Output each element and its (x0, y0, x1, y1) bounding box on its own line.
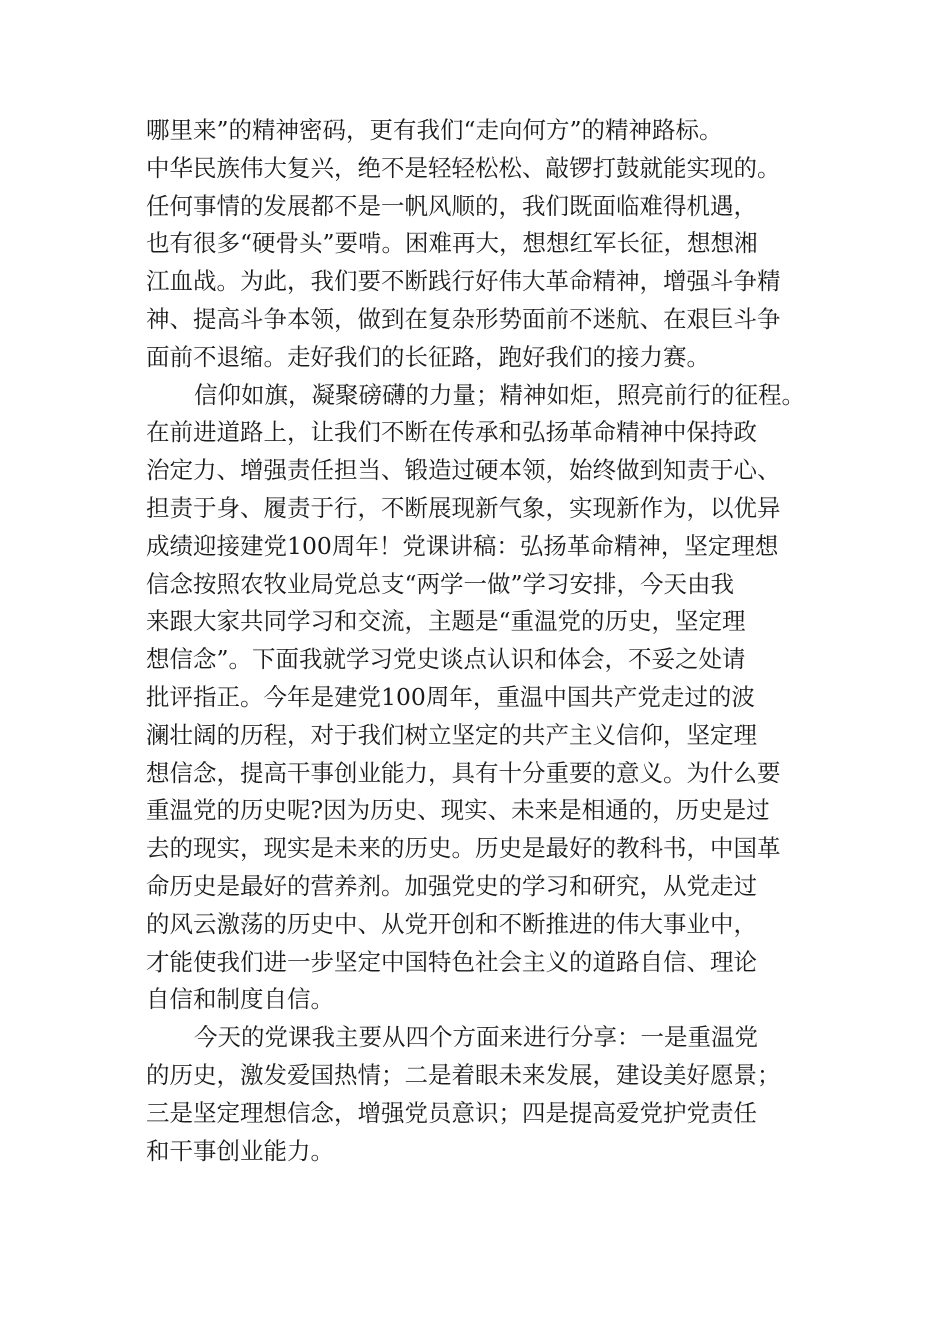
text-line: 自信和制度自信。 (146, 985, 334, 1014)
text-line: 澜壮阔的历程，对于我们树立坚定的共产主义信仰，坚定理 (146, 720, 757, 749)
text-line: 成绩迎接建党100周年！党课讲稿：弘扬革命精神，坚定理想 (146, 531, 779, 560)
text-line: 哪里来”的精神密码，更有我们“走向何方”的精神路标。 (146, 116, 723, 144)
text-line: 治定力、增强责任担当、锻造过硬本领，始终做到知责于心、 (146, 456, 781, 485)
text-line: 也有很多“硬骨头”要啃。困难再大，想想红军长征，想想湘 (146, 229, 758, 258)
text-line: 命历史是最好的营养剂。加强党史的学习和研究，从党走过 (146, 871, 757, 900)
text-line: 批评指正。今年是建党100周年，重温中国共产党走过的波 (146, 682, 755, 711)
text-line: 来跟大家共同学习和交流，主题是“重温党的历史，坚定理 (146, 607, 746, 636)
text-line: 和干事创业能力。 (146, 1136, 334, 1165)
text-line: 想信念”。下面我就学习党史谈点认识和体会，不妥之处请 (146, 645, 746, 674)
text-line: 担责于身、履责于行，不断展现新气象，实现新作为，以优异 (146, 493, 781, 522)
text-line: 信仰如旗，凝聚磅礴的力量；精神如炬，照亮前行的征程。 (194, 380, 805, 409)
text-line: 任何事情的发展都不是一帆风顺的，我们既面临难得机遇， (146, 191, 757, 220)
text-line: 三是坚定理想信念，增强党员意识；四是提高爱党护党责任 (146, 1098, 757, 1127)
text-line: 中华民族伟大复兴，绝不是轻轻松松、敲锣打鼓就能实现的。 (146, 153, 781, 182)
text-line: 在前进道路上，让我们不断在传承和弘扬革命精神中保持政 (146, 418, 757, 447)
text-line: 神、提高斗争本领，做到在复杂形势面前不迷航、在艰巨斗争 (146, 304, 781, 333)
document-body (146, 112, 826, 1170)
paragraph-2 (146, 377, 826, 1020)
text-line: 江血战。为此，我们要不断践行好伟大革命精神，增强斗争精 (146, 267, 781, 296)
paragraph-3 (146, 1019, 826, 1170)
text-line: 的风云激荡的历史中、从党开创和不断推进的伟大事业中， (146, 909, 757, 938)
text-line: 去的现实，现实是未来的历史。历史是最好的教科书，中国革 (146, 834, 781, 863)
text-line: 今天的党课我主要从四个方面来进行分享：一是重温党 (194, 1023, 758, 1052)
text-line: 想信念，提高干事创业能力，具有十分重要的意义。为什么要 (146, 758, 781, 787)
text-line: 的历史，激发爱国热情；二是着眼未来发展，建设美好愿景； (146, 1060, 781, 1089)
text-line: 信念按照农牧业局党总支“两学一做”学习安排，今天由我 (146, 569, 735, 598)
paragraph-1 (146, 112, 826, 377)
text-line: 面前不退缩。走好我们的长征路，跑好我们的接力赛。 (146, 342, 710, 371)
text-line: 重温党的历史呢?因为历史、现实、未来是相通的，历史是过 (146, 796, 770, 825)
text-line: 才能使我们进一步坚定中国特色社会主义的道路自信、理论 (146, 947, 757, 976)
